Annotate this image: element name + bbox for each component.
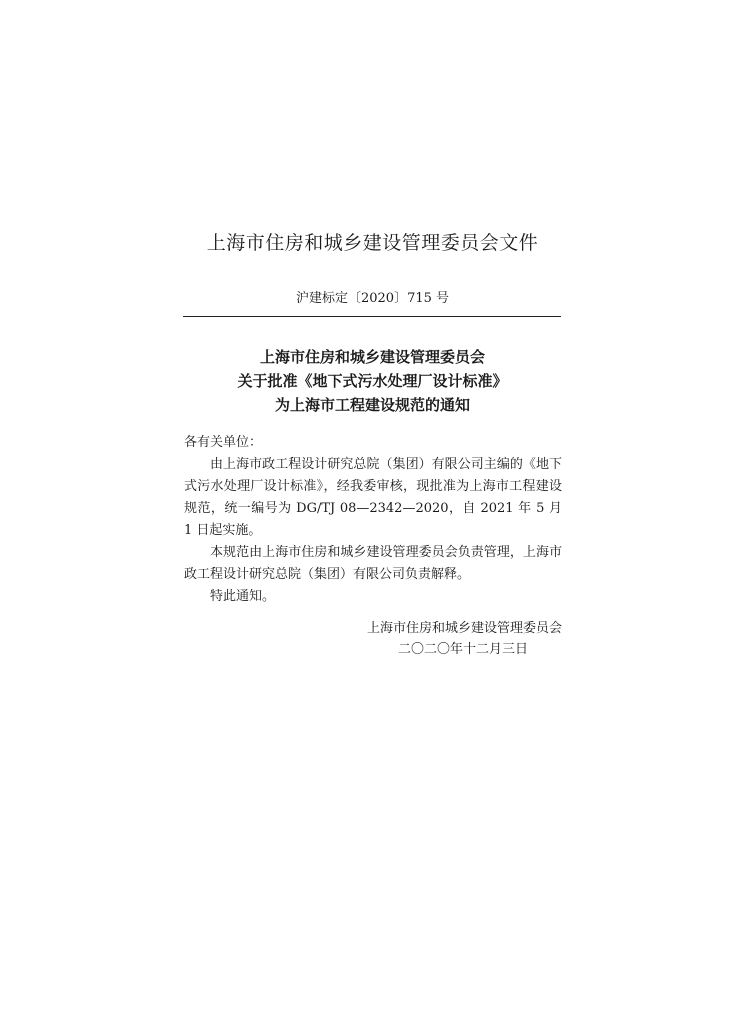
notice-title-line-2: 关于批准《地下式污水处理厂设计标准》 (237, 372, 508, 390)
signature-date: 二〇二〇年十二月三日 (397, 642, 528, 657)
notice-body (184, 432, 562, 608)
body-paragraph-approval: 由上海市政工程设计研究总院（集团）有限公司主编的《地下式污水处理厂设计标准》，经我委审核，现批准为上海市工程建设规范，统一编号为 DG/TJ 08—2342—2020，自 2021 年 5 月 1 日起实施。 (184, 457, 562, 538)
document-header-title: 上海市住房和城乡建设管理委员会文件 (206, 232, 539, 254)
signature-block (184, 618, 562, 660)
document-number: 沪建标定〔2020〕715 号 (295, 291, 450, 306)
header-divider (183, 316, 561, 317)
body-paragraph-management: 本规范由上海市住房和城乡建设管理委员会负责管理，上海市政工程设计研究总院（集团）有限公司负责解释。 (184, 545, 562, 582)
notice-title-line-1: 上海市住房和城乡建设管理委员会 (259, 348, 485, 366)
body-paragraph-closing: 特此通知。 (210, 589, 276, 604)
notice-title (0, 345, 745, 417)
notice-title-line-3: 为上海市工程建设规范的通知 (274, 396, 470, 414)
salutation: 各有关单位： (184, 435, 263, 450)
signature-organization: 上海市住房和城乡建设管理委员会 (366, 621, 562, 636)
